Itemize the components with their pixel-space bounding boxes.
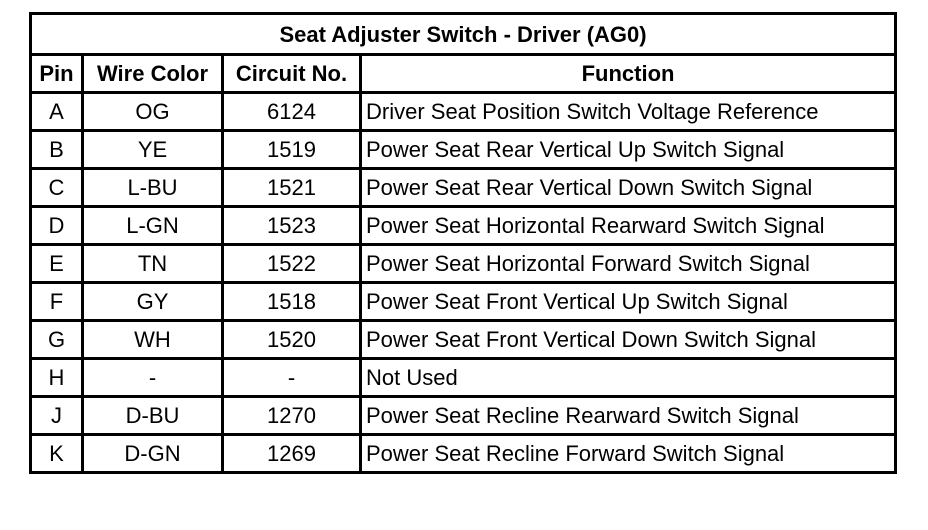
table-row	[31, 93, 896, 131]
pinout-table	[29, 12, 897, 474]
function-cell: Power Seat Recline Rearward Switch Signal	[361, 397, 896, 435]
header-wire-color: Wire Color	[83, 55, 223, 93]
function-cell: Power Seat Recline Forward Switch Signal	[361, 435, 896, 473]
circuit-cell: 1519	[223, 131, 361, 169]
table-row	[31, 321, 896, 359]
circuit-cell: 1523	[223, 207, 361, 245]
circuit-cell: 1521	[223, 169, 361, 207]
title-row	[31, 14, 896, 55]
pin-cell: B	[31, 131, 83, 169]
wire-color-cell: WH	[83, 321, 223, 359]
function-cell: Power Seat Front Vertical Up Switch Signal	[361, 283, 896, 321]
circuit-cell: 1520	[223, 321, 361, 359]
pin-cell: G	[31, 321, 83, 359]
wire-color-cell: D-GN	[83, 435, 223, 473]
header-pin: Pin	[31, 55, 83, 93]
wire-color-cell: L-BU	[83, 169, 223, 207]
table-title: Seat Adjuster Switch - Driver (AG0)	[31, 14, 896, 55]
function-cell: Driver Seat Position Switch Voltage Reference	[361, 93, 896, 131]
circuit-cell: -	[223, 359, 361, 397]
function-cell: Power Seat Rear Vertical Up Switch Signal	[361, 131, 896, 169]
pin-cell: H	[31, 359, 83, 397]
table-row	[31, 359, 896, 397]
pin-cell: F	[31, 283, 83, 321]
function-cell: Power Seat Horizontal Forward Switch Signal	[361, 245, 896, 283]
wire-color-cell: TN	[83, 245, 223, 283]
wire-color-cell: OG	[83, 93, 223, 131]
circuit-cell: 1269	[223, 435, 361, 473]
pin-cell: K	[31, 435, 83, 473]
wire-color-cell: D-BU	[83, 397, 223, 435]
pin-cell: J	[31, 397, 83, 435]
circuit-cell: 1518	[223, 283, 361, 321]
circuit-cell: 1522	[223, 245, 361, 283]
wire-color-cell: YE	[83, 131, 223, 169]
table-row	[31, 245, 896, 283]
table-row	[31, 283, 896, 321]
function-cell: Power Seat Horizontal Rearward Switch Signal	[361, 207, 896, 245]
pin-cell: D	[31, 207, 83, 245]
circuit-cell: 1270	[223, 397, 361, 435]
table-row	[31, 435, 896, 473]
function-cell: Power Seat Rear Vertical Down Switch Signal	[361, 169, 896, 207]
function-cell: Not Used	[361, 359, 896, 397]
wire-color-cell: -	[83, 359, 223, 397]
wire-color-cell: L-GN	[83, 207, 223, 245]
table-row	[31, 397, 896, 435]
table-row	[31, 207, 896, 245]
header-function: Function	[361, 55, 896, 93]
wire-color-cell: GY	[83, 283, 223, 321]
table-row	[31, 131, 896, 169]
pin-cell: A	[31, 93, 83, 131]
header-row	[31, 55, 896, 93]
circuit-cell: 6124	[223, 93, 361, 131]
table-row	[31, 169, 896, 207]
header-circuit-no: Circuit No.	[223, 55, 361, 93]
function-cell: Power Seat Front Vertical Down Switch Signal	[361, 321, 896, 359]
pin-cell: E	[31, 245, 83, 283]
pin-cell: C	[31, 169, 83, 207]
